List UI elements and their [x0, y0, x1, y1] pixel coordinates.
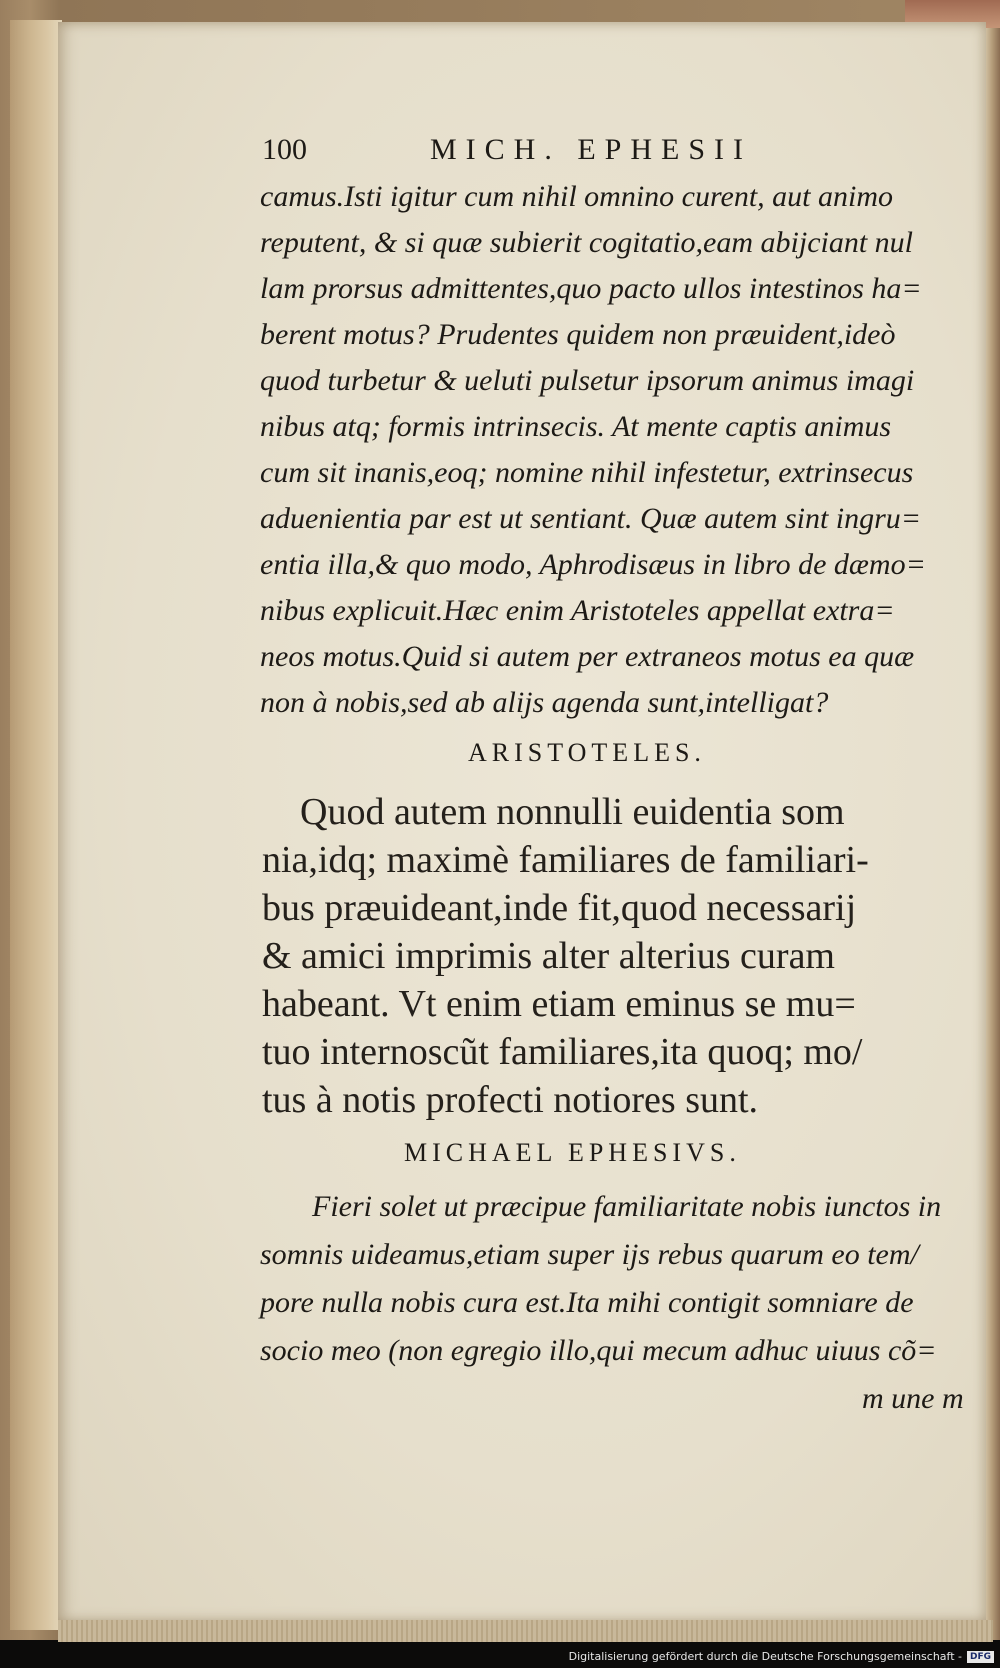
text-line: socio meo (non egregio illo,qui mecum adhuc uiuus cõ= — [260, 1334, 937, 1367]
text-line: quod turbetur & ueluti pulsetur ipsorum animus imagi — [260, 364, 915, 397]
folio-number: 100 — [262, 133, 307, 166]
text-line: aduenientia par est ut sentiant. Quæ autem sint ingru= — [260, 502, 922, 535]
michael-heading: MICHAEL EPHESIVS. — [404, 1138, 741, 1167]
fore-edge-right — [984, 0, 1000, 1640]
page-bottom-edge — [58, 1620, 993, 1642]
text-line: reputent, & si quæ subierit cogitatio,eam abijciant nul — [260, 226, 914, 259]
text-line: Quod autem nonnulli euidentia som — [300, 791, 845, 833]
text-line: Fieri solet ut præcipue familiaritate nobis iunctos in — [312, 1190, 942, 1223]
credit-text: Digitalisierung gefördert durch die Deutsche Forschungsgemeinschaft - — [568, 1650, 962, 1663]
text-line: nibus explicuit.Hæc enim Aristoteles appellat extra= — [260, 594, 895, 627]
text-line: neos motus.Quid si autem per extraneos motus ea quæ — [260, 640, 915, 673]
text-line: habeant. Vt enim etiam eminus se mu= — [262, 983, 856, 1025]
text-line: tuo internoscũt familiares,ita quoq; mo/ — [262, 1031, 863, 1073]
dfg-logo: DFG — [967, 1651, 994, 1663]
book-edge-left — [10, 20, 62, 1630]
text-line: nia,idq; maximè familiares de familiari- — [262, 839, 869, 881]
text-line: berent motus? Prudentes quidem non præuident,ideò — [260, 318, 896, 351]
text-line: tus à notis profecti notiores sunt. — [262, 1079, 759, 1121]
text-line: somnis uideamus,etiam super ijs rebus quarum eo tem/ — [260, 1238, 919, 1271]
text-line: pore nulla nobis cura est.Ita mihi contigit somniare de — [260, 1286, 914, 1319]
page-header — [262, 133, 862, 167]
aristotle-heading: ARISTOTELES. — [468, 738, 706, 767]
digitization-credit — [569, 1650, 994, 1663]
text-line: nibus atq; formis intrinsecis. At mente captis animus — [260, 410, 892, 443]
catchword: m une m — [862, 1382, 964, 1415]
text-line: camus.Isti igitur cum nihil omnino curent, aut animo — [260, 180, 894, 213]
text-line: bus præuideant,inde fit,quod necessarij — [262, 887, 857, 929]
text-line: lam prorsus admittentes,quo pacto ullos intestinos ha= — [260, 272, 922, 305]
text-line: non à nobis,sed ab alijs agenda sunt,intelligat? — [260, 686, 829, 719]
text-line: entia illa,& quo modo, Aphrodisæus in libro de dæmo= — [260, 548, 926, 581]
text-line: cum sit inanis,eoq; nomine nihil infestetur, extrinsecus — [260, 456, 914, 489]
text-line: & amici imprimis alter alterius curam — [262, 935, 835, 977]
running-head: MICH. EPHESII — [430, 133, 753, 166]
